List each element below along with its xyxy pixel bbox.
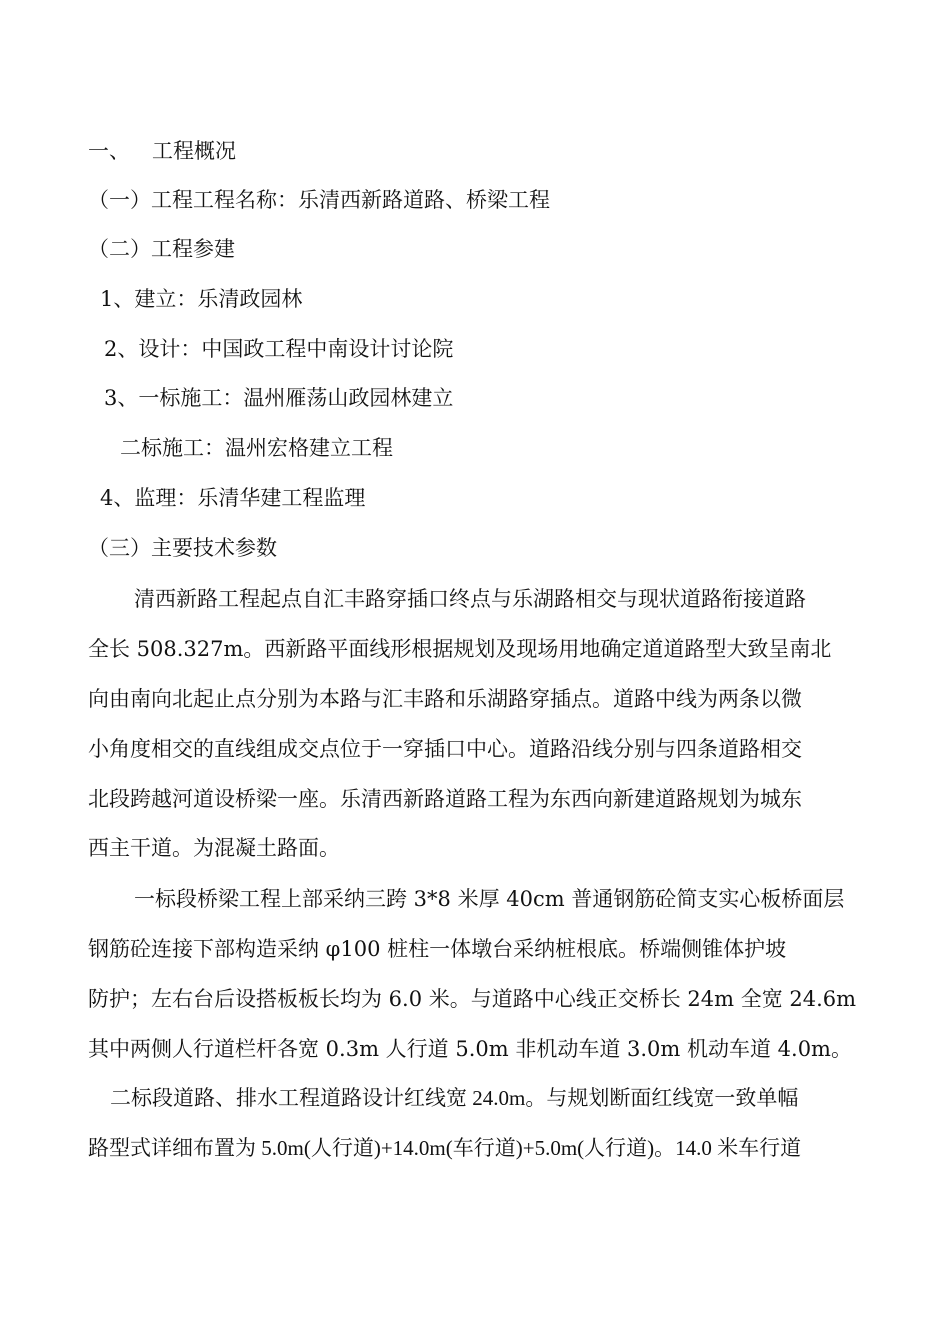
item-client: 1、建立：乐清政园林: [100, 287, 303, 311]
item-supervisor: 4、监理：乐清华建工程监理: [100, 486, 366, 510]
item-contractor-1: 3、一标施工：温州雁荡山政园林建立: [104, 386, 454, 410]
paragraph-2-line: 防护；左右台后设搭板板长均为 6.0 米。与道路中心线正交桥长 24m 全宽 24.6m: [88, 987, 857, 1011]
item-participants-heading: （二）工程参建: [88, 237, 235, 261]
item-designer: 2、设计：中国政工程中南设计讨论院: [104, 337, 454, 361]
section-title: 工程概况: [152, 139, 236, 163]
item-project-name: （一）工程工程名称：乐清西新路道路、桥梁工程: [88, 188, 550, 212]
item-contractor-2: 二标施工：温州宏格建立工程: [120, 436, 393, 460]
item-tech-params-heading: （三）主要技术参数: [88, 536, 277, 560]
paragraph-1-line: 北段跨越河道设桥梁一座。乐清西新路道路工程为东西向新建道路规划为城东: [88, 787, 802, 811]
paragraph-3-line: 路型式详细布置为 5.0m(人行道)+14.0m(车行道)+5.0m(人行道)。14.0 米车行道: [88, 1136, 802, 1160]
paragraph-2-line: 其中两侧人行道栏杆各宽 0.3m 人行道 5.0m 非机动车道 3.0m 机动车道 4.0m。: [88, 1037, 852, 1061]
paragraph-1-line: 清西新路工程起点自汇丰路穿插口终点与乐湖路相交与现状道路衔接道路: [134, 587, 806, 611]
paragraph-1-line: 全长 508.327m。西新路平面线形根据规划及现场用地确定道道路型大致呈南北: [88, 637, 832, 661]
section-number: 一、: [88, 139, 130, 163]
paragraph-2-line: 钢筋砼连接下部构造采纳 φ100 桩柱一体墩台采纳桩根底。桥端侧锥体护坡: [88, 937, 787, 961]
paragraph-1-line: 向由南向北起止点分别为本路与汇丰路和乐湖路穿插点。道路中线为两条以微: [88, 687, 802, 711]
paragraph-2-line: 一标段桥梁工程上部采纳三跨 3*8 米厚 40cm 普通钢筋砼简支实心板桥面层: [134, 887, 845, 911]
paragraph-3-line: 二标段道路、排水工程道路设计红线宽 24.0m。与规划断面红线宽一致单幅: [110, 1086, 799, 1110]
paragraph-1-line: 西主干道。为混凝土路面。: [88, 836, 340, 860]
paragraph-1-line: 小角度相交的直线组成交点位于一穿插口中心。道路沿线分别与四条道路相交: [88, 737, 802, 761]
